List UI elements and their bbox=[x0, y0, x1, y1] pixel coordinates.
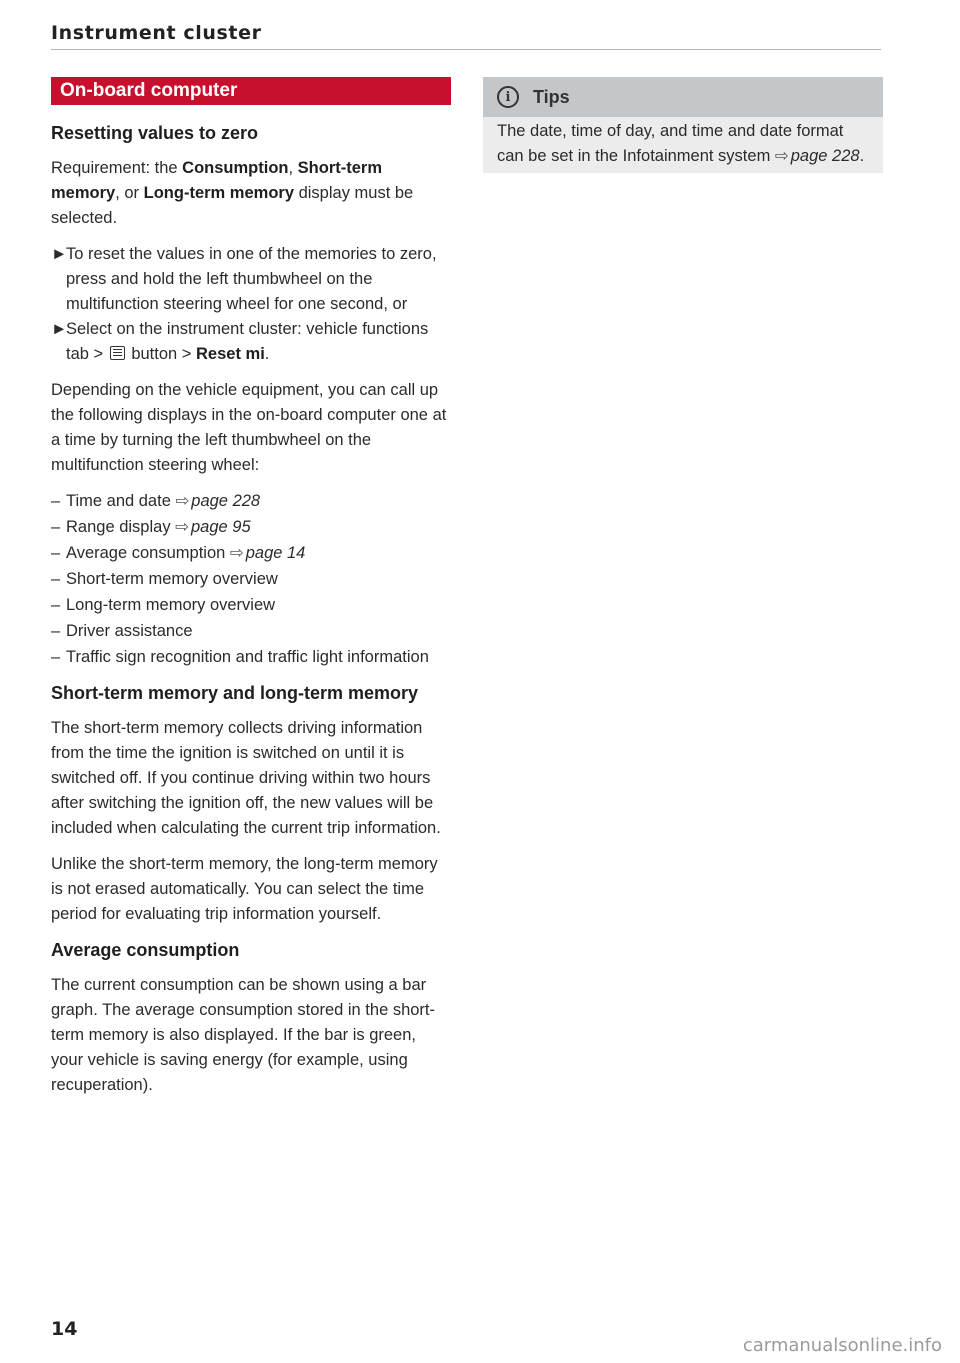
arrow-right-icon: ⇨ bbox=[175, 518, 189, 536]
display-item: – Average consumption ⇨ page 14 bbox=[51, 544, 306, 562]
header-title: Instrument cluster bbox=[51, 22, 262, 44]
tips-body: The date, time of day, and time and date format can be set in the Infotainment system ⇨ page 228. bbox=[497, 122, 865, 165]
requirement-paragraph: Requirement: the Consumption, Short-term memory, or Long-term memory display must be selected. bbox=[51, 159, 414, 227]
display-item: – Range display ⇨ page 95 bbox=[51, 518, 251, 536]
tips-box bbox=[483, 77, 883, 173]
tips-title: Tips bbox=[533, 86, 570, 107]
memory-heading: Short-term memory and long-term memory bbox=[51, 683, 419, 703]
page-reference-link[interactable]: ⇨ page 95 bbox=[175, 518, 251, 536]
displays-intro: Depending on the vehicle equipment, you can call up the following displays in the on-board computer one at a time by turning the left thumbwheel on the multifunction steering wheel: bbox=[51, 381, 447, 474]
left-column bbox=[51, 77, 451, 1109]
right-column bbox=[483, 77, 883, 173]
reset-step: ► Select on the instrument cluster: vehicle functions tab > button > Reset mi. bbox=[51, 317, 451, 367]
display-item: – Short-term memory overview bbox=[51, 570, 278, 588]
display-item: – Driver assistance bbox=[51, 622, 193, 640]
page-reference-link[interactable]: ⇨ page 228 bbox=[774, 147, 860, 165]
display-item: – Traffic sign recognition and traffic light information bbox=[51, 648, 429, 666]
reset-steps bbox=[51, 242, 451, 367]
arrow-right-icon: ⇨ bbox=[229, 544, 244, 562]
average-heading: Average consumption bbox=[51, 940, 240, 960]
memory-paragraph-2: Unlike the short-term memory, the long-term memory is not erased automatically. You can select the time period for evaluating trip information yourself. bbox=[51, 855, 438, 923]
menu-list-icon bbox=[110, 346, 125, 360]
arrow-right-icon: ⇨ bbox=[175, 492, 190, 510]
section-banner: On-board computer bbox=[51, 77, 451, 105]
page-reference-link[interactable]: ⇨ page 14 bbox=[229, 544, 306, 562]
resetting-heading: Resetting values to zero bbox=[51, 123, 259, 143]
page-reference-link[interactable]: ⇨ page 228 bbox=[175, 492, 261, 510]
reset-step: ► To reset the values in one of the memories to zero, press and hold the left thumbwheel on the multifunction steering wheel for one second, or bbox=[51, 242, 451, 317]
memory-paragraph-1: The short-term memory collects driving information from the time the ignition is switched on until it is switched off. If you continue driving within two hours after switching the ignition off, the new values will be included when calculating the current trip information. bbox=[51, 719, 441, 837]
watermark: carmanualsonline.info bbox=[742, 1335, 942, 1356]
page-header bbox=[51, 22, 881, 50]
info-icon: i bbox=[497, 86, 519, 108]
average-paragraph: The current consumption can be shown using a bar graph. The average consumption stored in the short-term memory is also displayed. If the bar is green, your vehicle is saving energy (for example, using recuperation). bbox=[51, 976, 436, 1094]
display-item: – Long-term memory overview bbox=[51, 596, 276, 614]
arrow-right-icon: ⇨ bbox=[774, 147, 789, 165]
displays-list bbox=[51, 489, 451, 670]
triangle-bullet-icon: ► bbox=[51, 245, 68, 263]
triangle-bullet-icon: ► bbox=[51, 320, 68, 338]
display-item: – Time and date ⇨ page 228 bbox=[51, 492, 261, 510]
page-number: 14 bbox=[51, 1318, 78, 1340]
tips-header bbox=[483, 77, 883, 117]
